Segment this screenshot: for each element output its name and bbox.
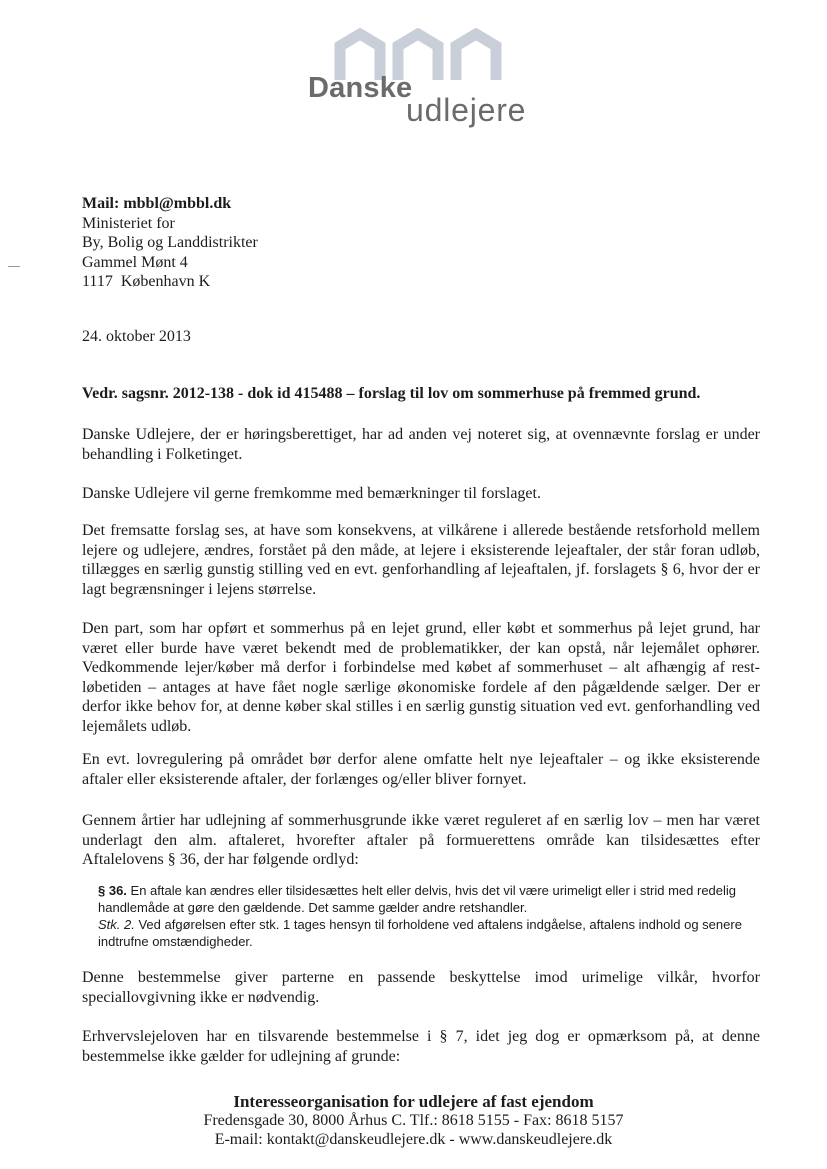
law-quote-section-36 <box>98 882 758 916</box>
recipient-line-3: Gammel Mønt 4 <box>82 253 188 271</box>
paragraph-8: Erhvervslejeloven har en tilsvarende bestemmelse i § 7, idet jeg dog er opmærksom på, at denne bestemmelse ikke gælder for udlejning af grunde: <box>82 1028 760 1065</box>
paragraph-7: Denne bestemmelse giver parterne en passende beskyttelse imod urimelige vilkår, hvorfor speciallovgivning ikke er nødvendig. <box>82 969 760 1006</box>
footer-contact: E-mail: kontakt@danskeudlejere.dk - www.danskeudlejere.dk <box>214 1131 613 1148</box>
law-quote-text-36: En aftale kan ændres eller tilsidesættes helt eller delvis, hvis det vil være urimeligt eller i strid med redelig handlemåde at gøre den gældende. Det samme gælder andre retshandler. <box>98 883 737 915</box>
footer-organisation: Interesseorganisation for udlejere af fast ejendom <box>233 1092 594 1111</box>
law-quote-text-stk2: Ved afgørelsen efter stk. 1 tages hensyn til forholdene ved aftalens indgåelse, aftalens indhold og senere indtrufne omstændigheder. <box>98 917 742 949</box>
paragraph-5: En evt. lovregulering på området bør derfor alene omfatte helt nye lejeaftaler – og ikke eksisterende aftaler eller eksisterende aftaler, der forlænges og/eller bliver fornyet. <box>82 751 760 788</box>
danske-udlejere-logo <box>300 28 550 136</box>
law-quote-stk-2 <box>98 916 758 950</box>
paragraph-6: Gennem årtier har udlejning af sommerhusgrunde ikke været reguleret af en særlig lov – men har været underlagt den alm. aftaleret, hvorefter aftaler på formuerettens område kan tilsidesættes efter Aftalelovens § 36, der har følgende ordlyd: <box>82 812 760 869</box>
letter-subject: Vedr. sagsnr. 2012-138 - dok id 415488 – forslag til lov om sommerhuse på fremmed grund. <box>82 385 701 402</box>
footer-address: Fredensgade 30, 8000 Århus C. Tlf.: 8618 5155 - Fax: 8618 5157 <box>203 1112 624 1129</box>
recipient-line-2: By, Bolig og Landdistrikter <box>82 234 258 251</box>
law-quote <box>98 882 758 950</box>
letter-date: 24. oktober 2013 <box>82 328 191 345</box>
paragraph-2: Danske Udlejere vil gerne fremkomme med bemærkninger til forslaget. <box>82 485 541 502</box>
recipient-address <box>82 194 762 292</box>
recipient-line-4: 1117 København K <box>82 273 211 290</box>
logo-word-udlejere: udlejere <box>406 92 527 128</box>
paragraph-4: Den part, som har opført et sommerhus på en lejet grund, eller købt et sommerhus på lejet grund, har været eller burde have været bekendt med de problematikker, der kan opstå, når lejemålet ophører. Vedkommende lejer/køber må derfor i forbindelse med købet af sommerhuset – alt afhængig af rest-løbetiden – antages at have fået nogle særlige økonomiske fordele af den pågældende sælger. Der er derfor ikke behov for, at denne køber skal stilles i en særlig gunstig situation ved evt. genforhandling ved lejemålets udløb. <box>82 620 760 735</box>
paragraph-3: Det fremsatte forslag ses, at have som konsekvens, at vilkårene i allerede bestående retsforhold mellem lejere og udlejere, ændres, forstået på den måde, at lejere i eksisterende lejeaftaler, der står foran udløb, tillægges en særlig gunstig stilling ved en evt. genforhandling af lejeaftalen, jf. forslagets § 6, hvor der er lagt begrænsninger i lejens størrelse. <box>82 522 760 598</box>
logo-word-danske: Danske <box>308 72 413 104</box>
recipient-line-1: Ministeriet for <box>82 214 175 232</box>
recipient-mail: Mail: mbbl@mbbl.dk <box>82 195 232 212</box>
paragraph-1: Danske Udlejere, der er høringsberettiget, har ad anden vej noteret sig, at ovennævnte forslag er under behandling i Folketinget. <box>82 426 760 463</box>
law-quote-label-36: § 36. <box>98 883 127 898</box>
law-quote-label-stk2: Stk. 2. <box>98 917 135 932</box>
margin-mark <box>8 266 20 267</box>
